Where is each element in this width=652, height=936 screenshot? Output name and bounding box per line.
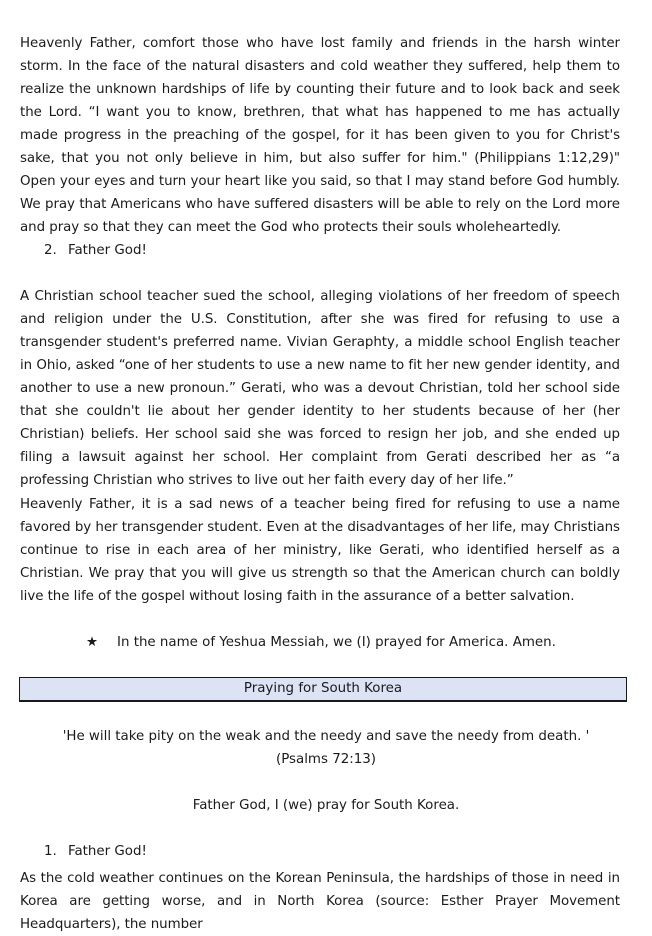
prayer-paragraph-1: Heavenly Father, comfort those who have lost family and friends in the harsh winter storm. In the face of the natural disasters and cold weather they suffered, help them to realize the unknown hardships of life by counting their future and to look back and seek the Lord. “I want you to know, brethren, that what has happened to me has actually made progress in the preaching of the gospel, for it has been given to you for Christ's sake, that you not only believe in him, but also suffer for him." (Philippians 1:12,29)" Open your eyes and turn your heart like you said, so that I may stand before God humbly. We pray that Americans who have suffered disasters will be able to rely on the Lord more and pray so that they can meet the God who protects their souls wholeheartedly. — [20, 36, 620, 235]
numbered-item-2 — [44, 239, 147, 262]
star-icon: ★ — [86, 635, 99, 650]
verse-reference: (Psalms 72:13) — [275, 752, 377, 767]
closing-prayer — [86, 631, 556, 654]
item-number: 2. — [44, 243, 57, 258]
numbered-item-1 — [44, 840, 147, 863]
closing-text: In the name of Yeshua Messiah, we (I) prayed for America. Amen. — [117, 635, 556, 650]
news-paragraph: A Christian school teacher sued the school, alleging violations of her freedom of speech and religion under the U.S. Constitution, after she was fired for refusing to use a transgender student's preferred name. Vivian Geraphty, a middle school English teacher in Ohio, asked “one of her students to use a new name to fit her new gender identity, and another to use a new pronoun.” Gerati, who was a devout Christian, told her school side that she couldn't lie about her gender identity to her students because of her (her Christian) beliefs. Her school said she was forced to resign her job, and she ended up filing a lawsuit against her school. Her complaint from Gerati described her as “a professing Christian who strives to live out her faith every day of her life.” — [20, 289, 620, 488]
section-banner — [19, 677, 627, 702]
item-label: Father God! — [68, 243, 147, 258]
verse-text: 'He will take pity on the weak and the needy and save the needy from death. ' — [62, 729, 590, 744]
prayer-paragraph-2: Heavenly Father, it is a sad news of a teacher being fired for refusing to use a name favored by her transgender student. Even at the disadvantages of her life, may Christians continue to rise in each area of her ministry, like Gerati, who identified herself as a Christian. We pray that you will give us strength so that the American church can boldly live the life of the gospel without losing faith in the assurance of a better salvation. — [20, 497, 620, 604]
banner-title: Praying for South Korea — [243, 681, 403, 696]
korea-paragraph: As the cold weather continues on the Korean Peninsula, the hardships of those in need in Korea are getting worse, and in North Korea (source: Esther Prayer Movement Headquarters), the number — [20, 871, 620, 932]
intro-line: Father God, I (we) pray for South Korea. — [192, 798, 460, 813]
item-label: Father God! — [68, 844, 147, 859]
item-number: 1. — [44, 844, 57, 859]
